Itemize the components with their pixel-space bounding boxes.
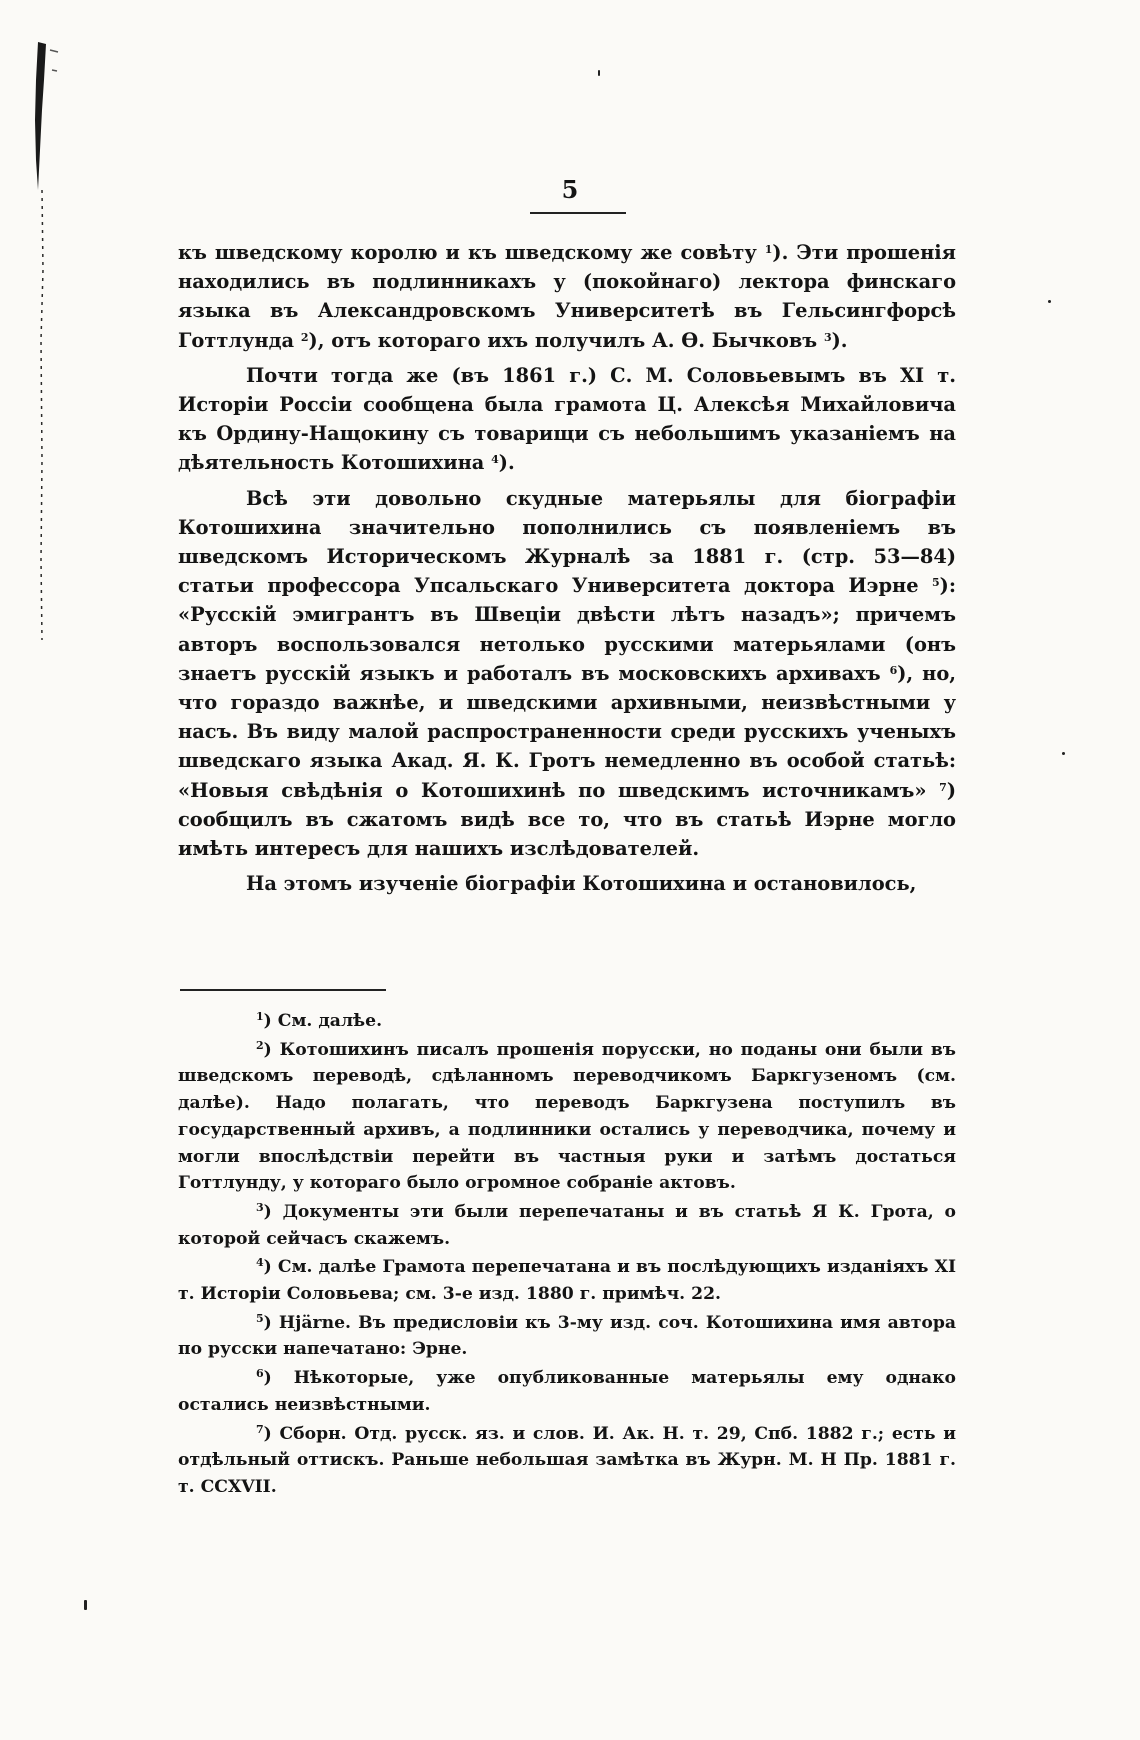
- footnote-mark: 4: [256, 1256, 264, 1270]
- footnote-6: [178, 1365, 956, 1418]
- footnote-5: [178, 1310, 956, 1363]
- paragraph-3-text-b: ): «Русскій эмигрантъ въ Швеціи двѣсти лѣтъ назадъ»; причемъ авторъ воспользовался нетолько русскими матерьялами (онъ знаетъ русскій языкъ и работалъ въ московскихъ архивахъ: [178, 574, 956, 685]
- page-number: 5: [561, 175, 579, 204]
- footnote-text: ) Сборн. Отд. русск. яз. и слов. И. Ак. Н. т. 29, Спб. 1882 г.; есть и отдѣльный оттискъ. Раньше небольшая замѣтка въ Журн. М. Н Пр. 1881 г. т. CCXVII.: [178, 1423, 956, 1497]
- paragraph-3-text-a: Всѣ эти довольно скудные матерьялы для біографіи Котошихина значительно пополнились съ появленіемъ въ шведскомъ Историческомъ Журналѣ за 1881 г. (стр. 53—84) статьи профессора Упсальскаго Университета доктора Иэрне: [178, 486, 956, 598]
- scan-speck: [84, 1600, 87, 1610]
- paragraph-2-text-a: Почти тогда же (въ 1861 г.) С. М. Соловьевымъ въ XI т. Исторіи Россіи сообщена была грамота Ц. Алексѣя Михайловича къ Ордину-Нащокину съ товарищи съ небольшимъ указаніемъ на дѣятельность Котошихина: [178, 363, 956, 475]
- paragraph-1: [178, 238, 956, 355]
- scan-speck: [1062, 752, 1065, 755]
- footnote-ref-1: 1: [764, 243, 773, 256]
- paragraph-4: На этомъ изученіе біографіи Котошихина и остановилось,: [246, 872, 917, 896]
- footnote-ref-5: 5: [932, 576, 940, 590]
- footnote-text: ) См. далѣе Грамота перепечатана и въ послѣдующихъ изданіяхъ XI т. Исторіи Соловьева; см. 3-е изд. 1880 г. примѣч. 22.: [178, 1257, 956, 1305]
- footnote-4: [178, 1254, 956, 1307]
- footnote-mark: 1: [256, 1010, 264, 1023]
- paragraph-3: [178, 484, 956, 864]
- binding-edge-marks: [0, 40, 60, 660]
- scan-speck: [598, 70, 600, 76]
- footnote-mark: 2: [256, 1038, 264, 1052]
- paragraph-3-text-d: ) сообщилъ въ сжатомъ видѣ все то, что въ статьѣ Иэрне могло имѣть интересъ для нашихъ изслѣдователей.: [178, 778, 956, 861]
- binding-edge-marks-graphic: [0, 40, 60, 660]
- footnote-2: [178, 1037, 956, 1197]
- footnote-7: [178, 1421, 956, 1501]
- paragraph-1-text-b: ). Эти прошенія находились въ подлинникахъ у (покойнаго) лектора финскаго языка въ Александровскомъ Университетѣ въ Гельсингфорсѣ Готтлунда: [178, 241, 956, 352]
- footnote-mark: 6: [256, 1367, 264, 1381]
- footnote-text: ) Нѣкоторые, уже опубликованные матерьялы ему однако остались неизвѣстными.: [178, 1368, 956, 1415]
- scan-speck: [1048, 300, 1051, 303]
- footnote-text: ) См. далѣе.: [263, 1011, 383, 1031]
- footnotes: [178, 1008, 956, 1503]
- page-number-rule: [530, 212, 626, 214]
- footnote-ref-2: 2: [300, 330, 309, 344]
- footnote-text: ) Hjärne. Въ предисловіи къ 3-му изд. соч. Котошихина имя автора по русски напечатано: Эрне.: [178, 1312, 956, 1360]
- paragraph-1-text-c: ), отъ котораго ихъ получилъ А. Ѳ. Бычковъ: [308, 328, 824, 352]
- paragraph-2-text-b: ).: [498, 451, 515, 475]
- paragraph-1-text-a: къ шведскому королю и къ шведскому же совѣту: [178, 241, 765, 264]
- footnote-text: ) Документы эти были перепечатаны и въ статьѣ Я К. Грота, о которой сейчасъ скажемъ.: [178, 1201, 956, 1249]
- footnote-mark: 7: [256, 1422, 264, 1436]
- paragraph-1-text-d: ).: [831, 328, 848, 352]
- footnote-ref-3: 3: [823, 330, 832, 344]
- footnote-divider: [180, 989, 386, 991]
- footnote-mark: 5: [256, 1311, 264, 1325]
- paragraph-2: [178, 361, 956, 478]
- footnote-mark: 3: [256, 1200, 264, 1214]
- footnote-1: [178, 1008, 956, 1035]
- footnote-3: [178, 1199, 956, 1252]
- paragraph-3-text-c: ), но, что гораздо важнѣе, и шведскими архивными, неизвѣстными у насъ. Въ виду малой распространенности среди русскихъ ученыхъ шведскаго языка Акад. Я. К. Гротъ немедленно въ особой статьѣ: «Новыя свѣдѣнія о Котошихинѣ по шведскимъ источникамъ»: [178, 661, 957, 802]
- footnote-text: ) Котошихинъ писалъ прошенія порусски, но поданы они были въ шведскомъ переводѣ, сдѣланномъ переводчикомъ Баркгузеномъ (см. далѣе). Надо полагать, что переводъ Баркгузена поступилъ въ государственный архивъ, а подлинники остались у переводчика, почему и могли впослѣдствіи перейти въ частныя руки и затѣмъ достаться Готтлунду, у котораго было огромное собраніе актовъ.: [178, 1039, 956, 1194]
- footnote-ref-7: 7: [939, 780, 947, 794]
- footnote-ref-6: 6: [889, 663, 898, 677]
- main-text: [178, 238, 956, 904]
- footnote-ref-4: 4: [491, 453, 499, 467]
